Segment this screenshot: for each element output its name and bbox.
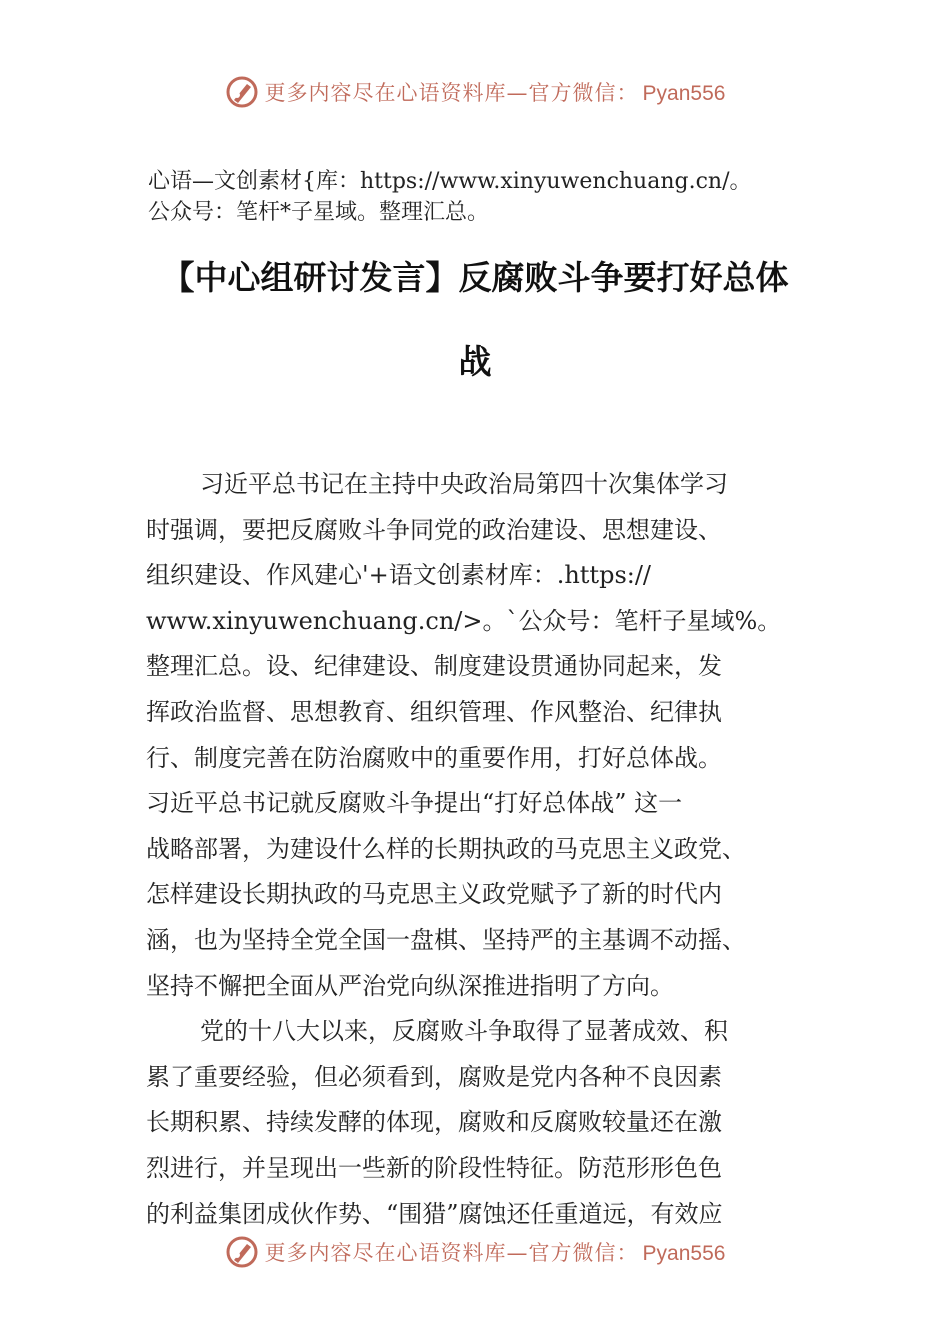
pen-seal-icon — [225, 75, 259, 109]
body-line: 习近平总书记在主持中央政治局第四十次集体学习 — [200, 470, 728, 498]
document-title — [120, 236, 830, 404]
body-text — [146, 462, 828, 1237]
body-line: 的利益集团成伙作势、“围猎”腐蚀还任重道远，有效应 — [146, 1199, 723, 1228]
body-line: 长期积累、持续发酵的体现，腐败和反腐败较量还在激 — [146, 1108, 722, 1137]
body-line: 烈进行，并呈现出一些新的阶段性特征。防范形形色色 — [146, 1153, 722, 1182]
body-line: 党的十八大以来，反腐败斗争取得了显著成效、积 — [200, 1017, 728, 1046]
body-line: 整理汇总。设、纪律建设、制度建设贯通协同起来，发 — [146, 652, 722, 681]
source-line: 心语—文创素材{库：https://www.xinyuwenchuang.cn/。 — [148, 169, 752, 194]
wechat-id: Pyan556 — [642, 82, 726, 105]
body-line: 组织建设、作风建心'+语文创素材库：.https:// — [146, 561, 652, 590]
banner-text: 更多内容尽在心语资料库—官方微信： Pyan556 — [264, 1241, 726, 1265]
title-line: 【中心组研讨发言】反腐败斗争要打好总体 — [161, 258, 789, 297]
body-line: 怎样建设长期执政的马克思主义政党赋予了新的时代内 — [146, 880, 722, 909]
body-line: 时强调，要把反腐败斗争同党的政治建设、思想建设、 — [146, 515, 722, 544]
body-line: 挥政治监督、思想教育、组织管理、作风整治、纪律执 — [146, 697, 722, 726]
body-line: 涵，也为坚持全党全国一盘棋、坚持严的主基调不动摇、 — [146, 925, 746, 954]
wechat-id: Pyan556 — [642, 1242, 726, 1265]
source-note — [148, 166, 848, 228]
body-line: 战略部署，为建设什么样的长期执政的马克思主义政党、 — [146, 834, 746, 863]
banner-text: 更多内容尽在心语资料库—官方微信： Pyan556 — [264, 81, 726, 105]
title-line: 战 — [458, 342, 492, 381]
body-line: 行、制度完善在防治腐败中的重要作用，打好总体战。 — [146, 743, 722, 772]
header-banner — [0, 70, 950, 114]
source-line: 公众号：笔杆*子星域。整理汇总。 — [148, 200, 490, 225]
body-line: 坚持不懈把全面从严治党向纵深推进指明了方向。 — [146, 971, 674, 1000]
pen-seal-icon — [225, 1235, 259, 1269]
body-line: www.xinyuwenchuang.cn/>。`公众号：笔杆子星域%。 — [146, 606, 782, 635]
body-line: 习近平总书记就反腐败斗争提出“打好总体战” 这一 — [146, 789, 683, 818]
body-line: 累了重要经验，但必须看到，腐败是党内各种不良因素 — [146, 1062, 722, 1091]
footer-banner — [0, 1230, 950, 1274]
